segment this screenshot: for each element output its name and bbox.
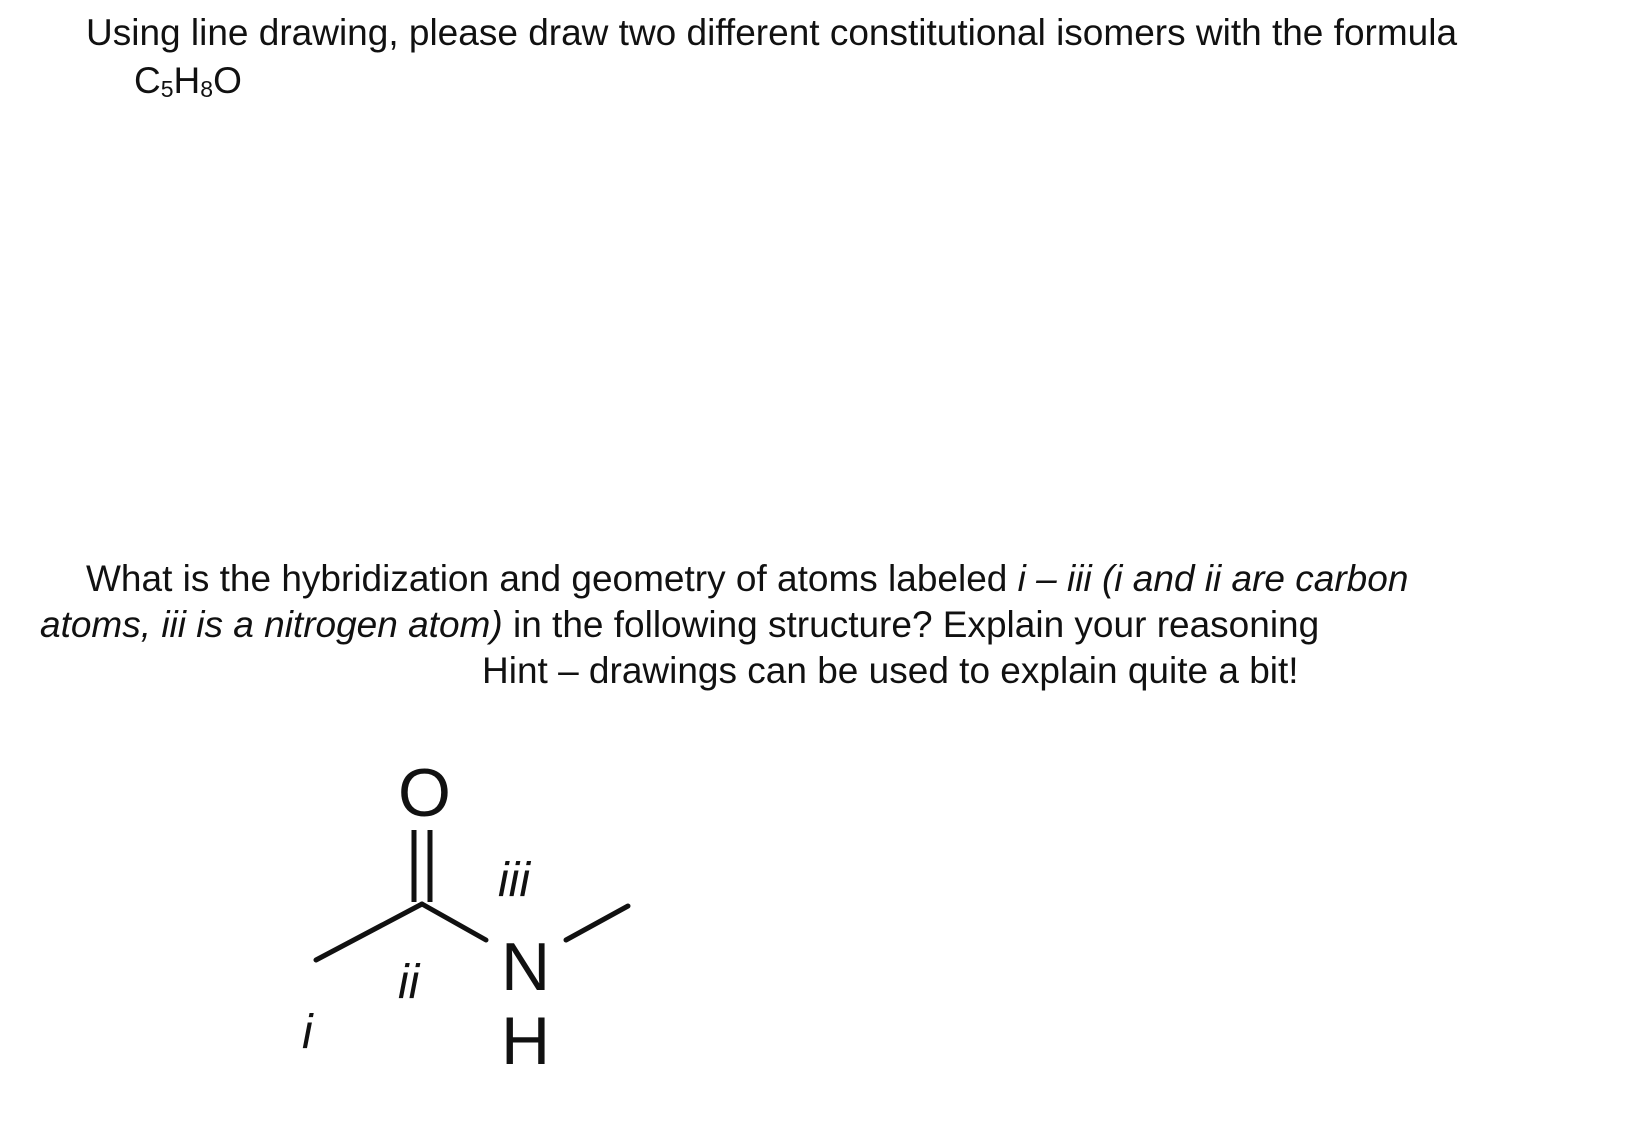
label-atom-iii: iii bbox=[498, 854, 530, 907]
formula-carbon-count: 5 bbox=[160, 76, 174, 102]
bond-nitrogen-methyl bbox=[566, 906, 628, 940]
formula-hydrogen: H bbox=[173, 60, 201, 101]
question-2-atom-range: i – iii (i and ii are carbon bbox=[1017, 558, 1409, 599]
question-2-text-continued: in the following structure? Explain your reasoning bbox=[502, 604, 1320, 645]
atom-nitrogen: N bbox=[501, 929, 551, 1005]
question-2-atom-note: atoms, iii is a nitrogen atom) bbox=[40, 604, 503, 645]
question-1-prompt: Using line drawing, please draw two different constitutional isomers with the formula bbox=[86, 12, 1458, 53]
bond-methyl-carbonyl bbox=[316, 904, 422, 960]
formula-hydrogen-count: 8 bbox=[200, 76, 214, 102]
question-2-hint: Hint – drawings can be used to explain quite a bit! bbox=[482, 650, 1299, 691]
label-atom-ii: ii bbox=[398, 956, 420, 1009]
atom-hydrogen: H bbox=[501, 1003, 551, 1079]
atom-oxygen: O bbox=[398, 755, 451, 831]
question-2-text: What is the hybridization and geometry of atoms labeled bbox=[86, 558, 1018, 599]
formula-carbon: C bbox=[134, 60, 161, 101]
bond-carbonyl-nitrogen bbox=[422, 904, 486, 940]
label-atom-i: i bbox=[302, 1006, 313, 1059]
formula-oxygen: O bbox=[213, 60, 242, 101]
